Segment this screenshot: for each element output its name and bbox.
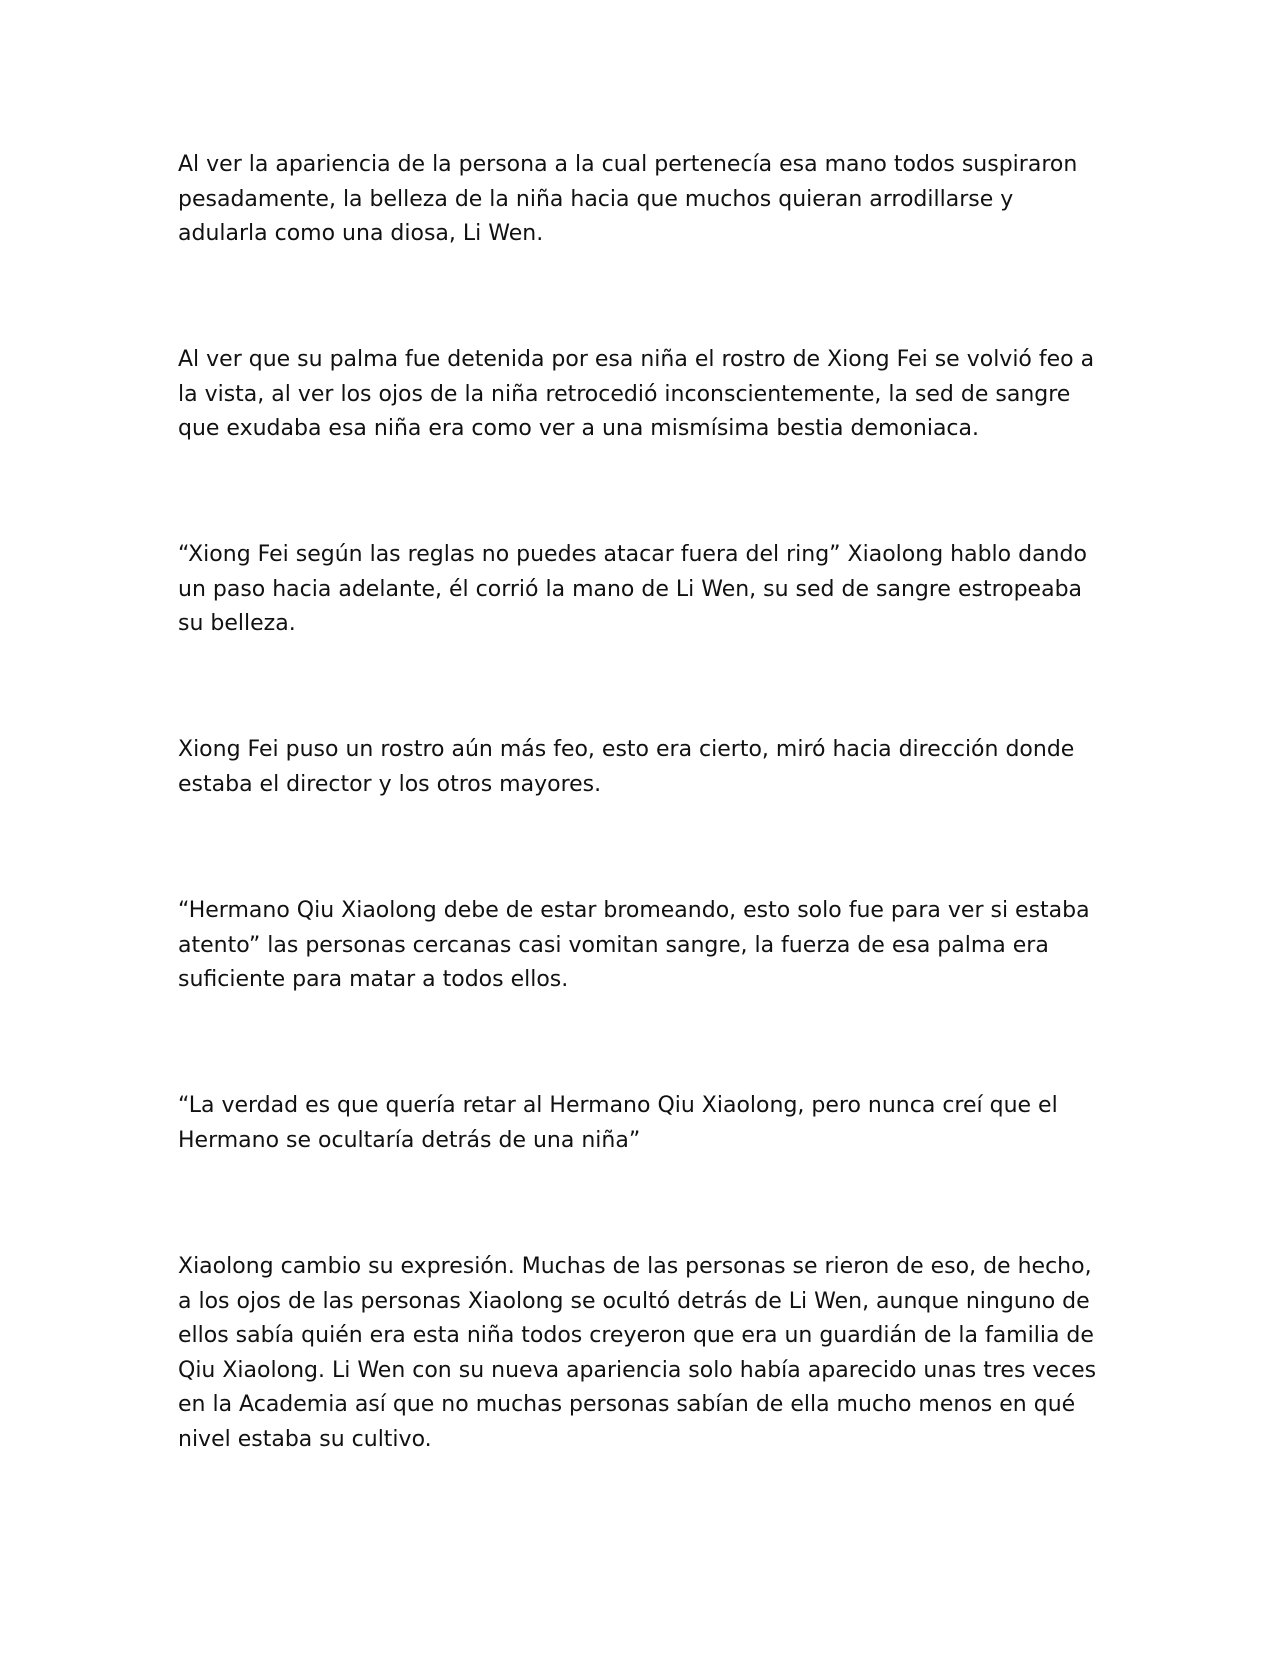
- paragraph: “Xiong Fei según las reglas no puedes atacar fuera del ring” Xiaolong hablo dando un paso hacia adelante, él corrió la mano de Li Wen, su sed de sangre estropeaba su belleza.: [178, 542, 1087, 636]
- paragraph: Al ver la apariencia de la persona a la cual pertenecía esa mano todos suspiraron pesadamente, la belleza de la niña hacia que muchos quieran arrodillarse y adularla como una diosa, Li Wen.: [178, 152, 1078, 246]
- paragraph: “Hermano Qiu Xiaolong debe de estar bromeando, esto solo fue para ver si estaba atento” las personas cercanas casi vomitan sangre, la fuerza de esa palma era suficiente para matar a todos ellos.: [178, 898, 1090, 992]
- paragraph: Al ver que su palma fue detenida por esa niña el rostro de Xiong Fei se volvió feo a la vista, al ver los ojos de la niña retrocedió inconscientemente, la sed de sangre que exudaba esa niña era como ver a una mismísima bestia demoniaca.: [178, 347, 1095, 441]
- paragraph: “La verdad es que quería retar al Hermano Qiu Xiaolong, pero nunca creí que el Hermano se ocultaría detrás de una niña”: [178, 1093, 1058, 1153]
- paragraph: Xiaolong cambio su expresión. Muchas de las personas se rieron de eso, de hecho, a los ojos de las personas Xiaolong se ocultó detrás de Li Wen, aunque ninguno de ellos sabía quién era esta niña todos creyeron que era un guardián de la familia de Qiu Xiaolong. Li Wen con su nueva apariencia solo había aparecido unas tres veces en la Academia así que no muchas personas sabían de ella mucho menos en qué nivel estaba su cultivo.: [178, 1254, 1097, 1452]
- paragraph: Xiong Fei puso un rostro aún más feo, esto era cierto, miró hacia dirección donde estaba el director y los otros mayores.: [178, 737, 1075, 797]
